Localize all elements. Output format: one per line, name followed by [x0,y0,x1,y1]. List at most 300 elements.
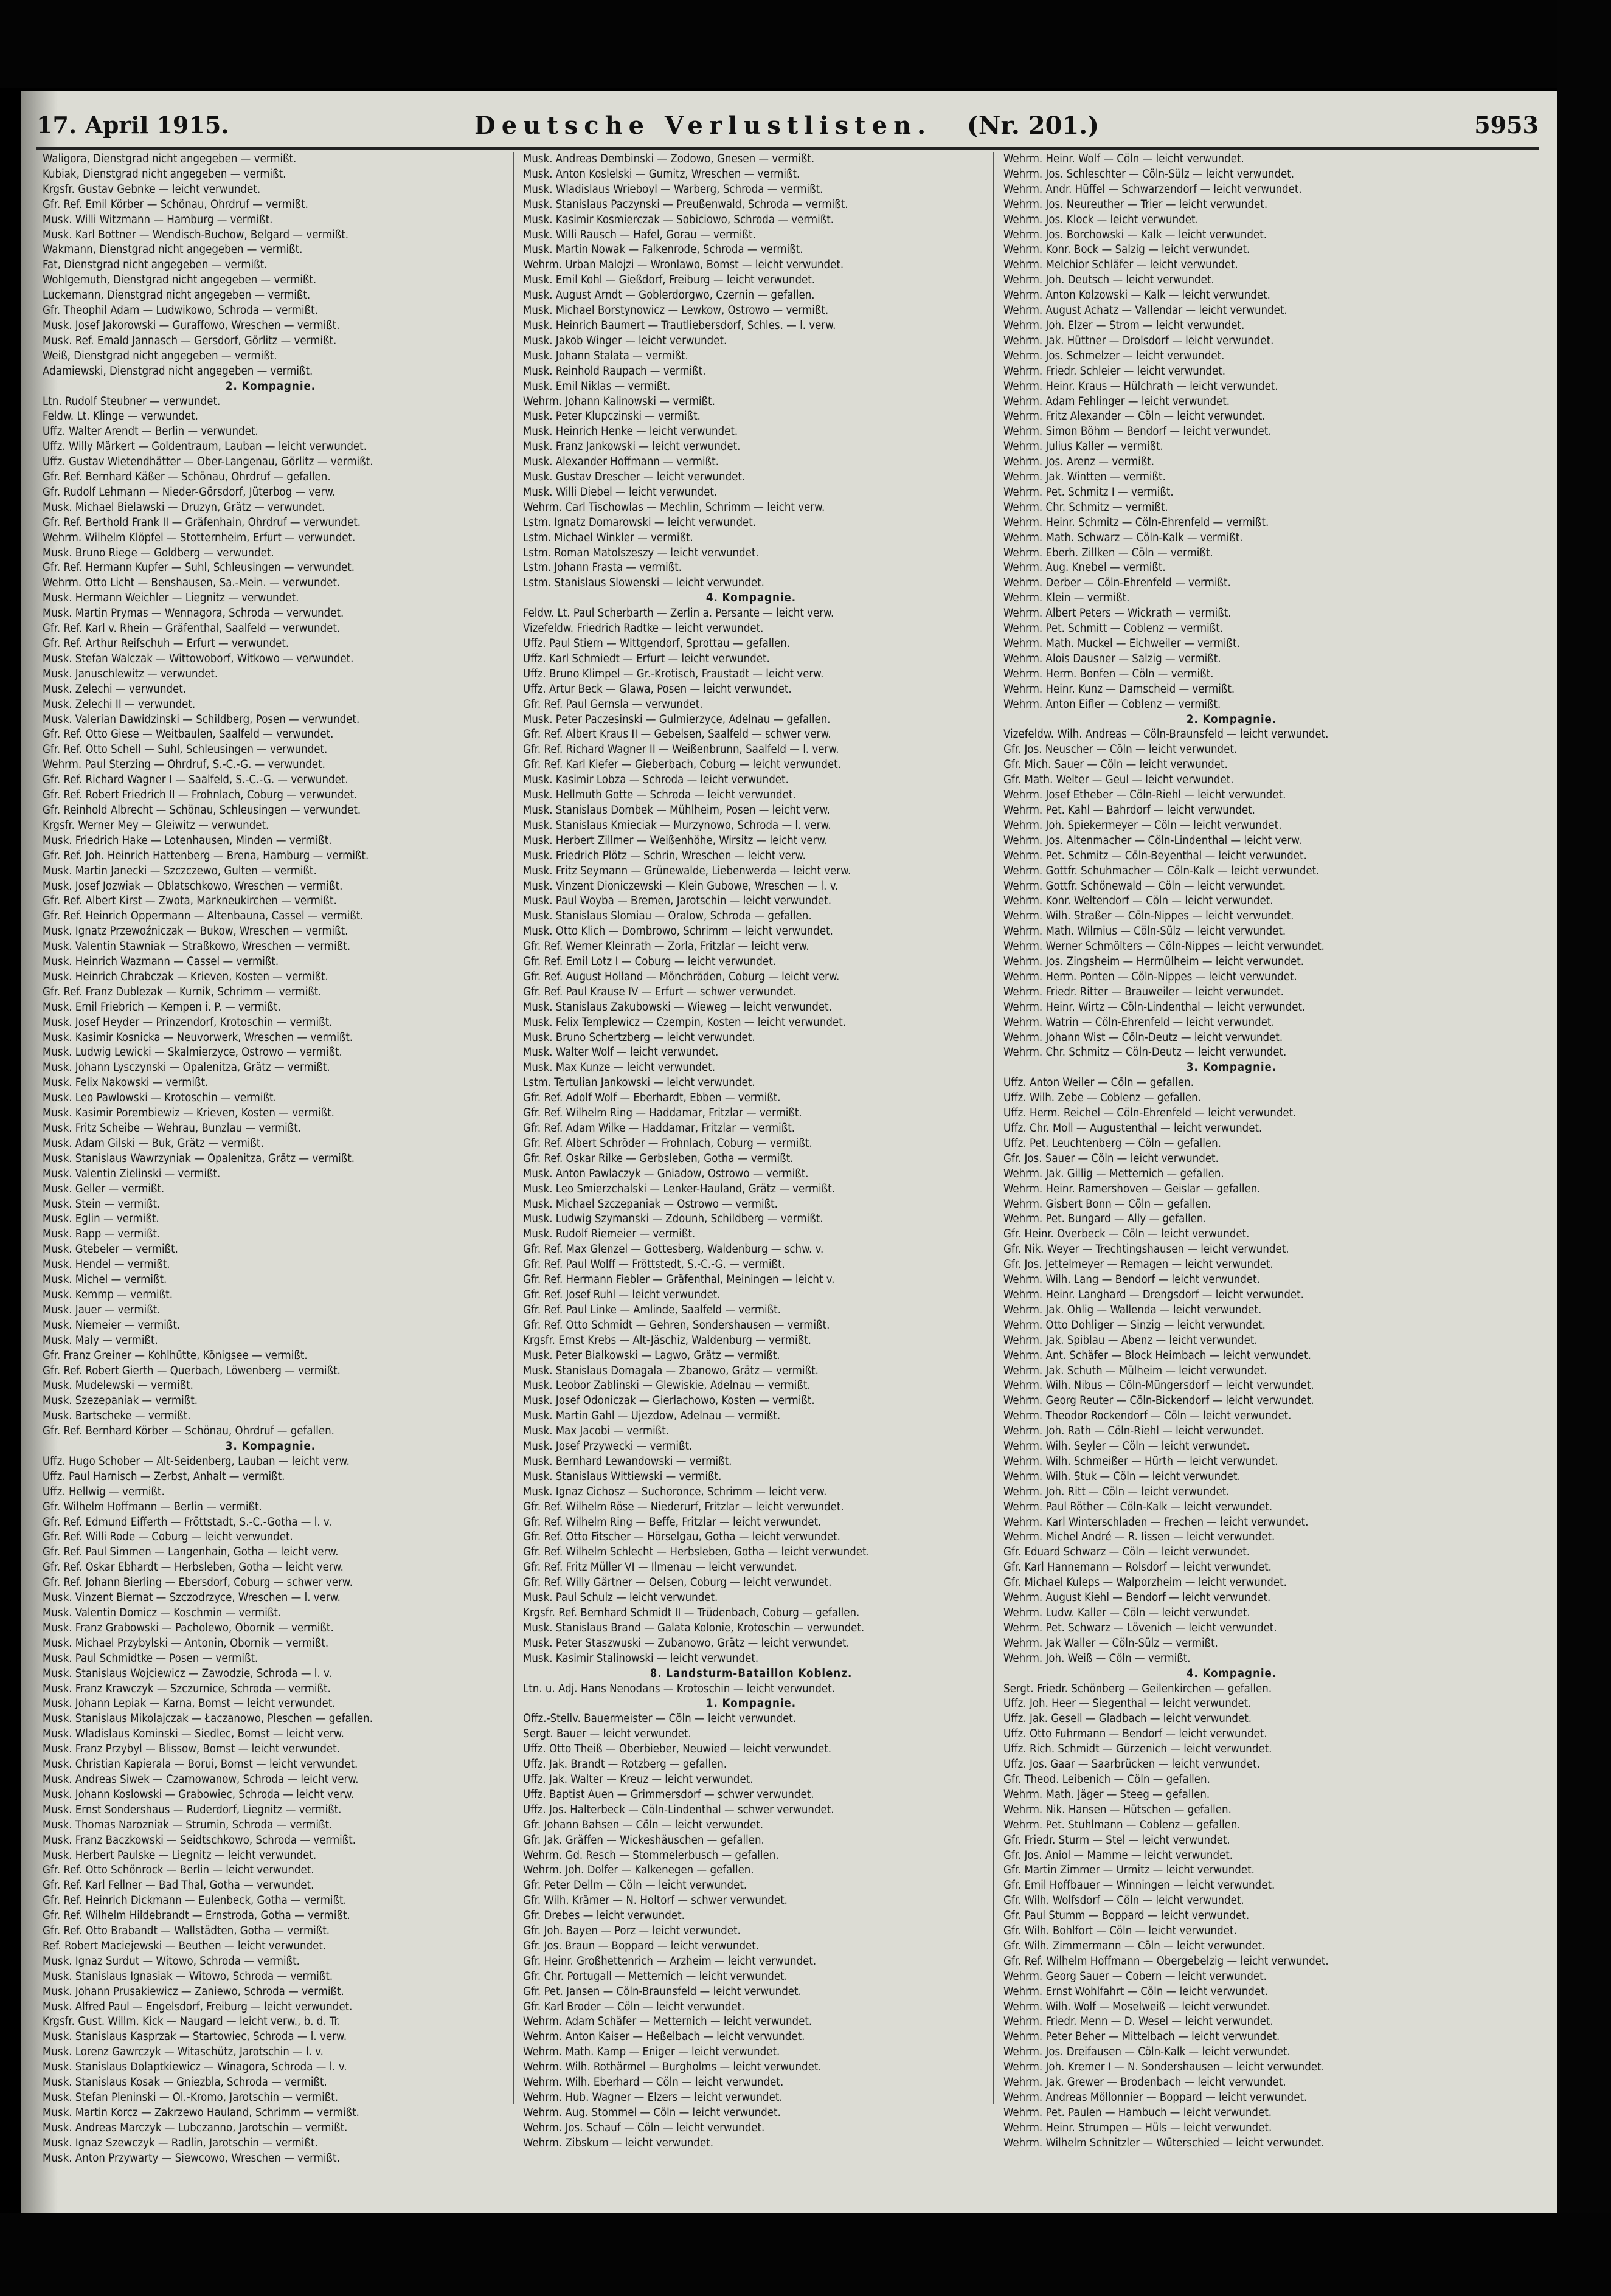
casualty-entry: Uffz. Otto Theiß — Oberbieber, Neuwied — leicht verwundet. [523,1743,832,1756]
casualty-entry: Musk. Stanislaus Wojciewicz — Zawodzie, Schroda — l. v. [43,1667,332,1680]
casualty-entry: Uffz. Anton Weiler — Cöln — gefallen. [1003,1076,1194,1090]
casualty-entry: Musk. Valentin Zielinski — vermißt. [43,1167,221,1180]
casualty-entry: Wehrm. Heinr. Schmitz — Cöln-Ehrenfeld — vermißt. [1003,516,1269,529]
casualty-entry: Waligora, Dienstgrad nicht angegeben — vermißt. [43,153,297,165]
casualty-entry: Gfr. Pet. Jansen — Cöln-Braunsfeld — leicht verwundet. [523,1985,802,1998]
casualty-entry: Musk. Bruno Schertzberg — leicht verwundet. [523,1031,755,1044]
casualty-entry: Gfr. Chr. Portugall — Metternich — leicht verwundet. [523,1969,788,1983]
casualty-entry: Wehrm. Julius Kaller — vermißt. [1003,440,1163,454]
casualty-entry: Lstm. Ignatz Domarowski — leicht verwundet. [523,516,757,529]
casualty-entry: Gfr. Wilh. Bohlfort — Cöln — leicht verwundet. [1003,1924,1237,1938]
casualty-entry: Wehrm. Jos. Zingsheim — Herrnülheim — leicht verwundet. [1003,955,1304,969]
casualty-entry: Gfr. Emil Hoffbauer — Winningen — leicht verwundet. [1003,1879,1275,1892]
casualty-entry: Gfr. Karl Broder — Cöln — leicht verwundet. [523,2000,745,2013]
casualty-entry: Wehrm. Jak. Gillig — Metternich — gefallen. [1003,1167,1224,1180]
casualty-entry: Wehrm. Math. Jäger — Steeg — gefallen. [1003,1788,1210,1801]
casualty-entry: Musk. Kemmp — vermißt. [43,1288,173,1301]
casualty-entry: Musk. Felix Nakowski — vermißt. [43,1076,209,1090]
casualty-entry: Uffz. Bruno Klimpel — Gr.-Krotisch, Fraustadt — leicht verw. [523,667,824,680]
casualty-entry: Musk. Michael Borstynowicz — Lewkow, Ostrowo — vermißt. [523,304,829,317]
casualty-entry: Wehrm. Joh. Deutsch — leicht verwundet. [1003,274,1214,287]
casualty-entry: Gfr. Ref. Richard Wagner I — Saalfeld, S.-C.-G. — verwundet. [43,773,348,787]
casualty-entry: Wehrm. Anton Kaiser — Heßelbach — leicht verwundet. [523,2030,805,2044]
casualty-entry: Gfr. Ref. Karl Kiefer — Gieberbach, Coburg — leicht verwundet. [523,758,841,772]
casualty-entry: Musk. Christian Kapierala — Borui, Bomst — leicht verwundet. [43,1758,358,1771]
casualty-entry: Wehrm. Joh. Elzer — Strom — leicht verwundet. [1003,319,1245,332]
casualty-entry: Wehrm. Andr. Hüffel — Schwarzendorf — leicht verwundet. [1003,182,1302,196]
casualty-entry: Gfr. Paul Stumm — Boppard — leicht verwundet. [1003,1909,1250,1923]
casualty-entry: Musk. Eglin — vermißt. [43,1212,159,1226]
casualty-entry: Wehrm. Herm. Ponten — Cöln-Nippes — leicht verwundet. [1003,970,1297,983]
casualty-entry: Uffz. Jos. Gaar — Saarbrücken — leicht verwundet. [1003,1758,1260,1771]
casualty-entry: Musk. Ignaz Surdut — Witowo, Schroda — vermißt. [43,1954,300,1968]
casualty-entry: Musk. Herbert Paulske — Liegnitz — leicht verwundet. [43,1848,317,1862]
casualty-entry: Musk. Bartscheke — vermißt. [43,1409,191,1423]
casualty-entry: Musk. Paul Schmidtke — Posen — vermißt. [43,1651,258,1665]
film-border-bottom [0,2213,1611,2296]
casualty-entry: Musk. Franz Przybyl — Blissow, Bomst — leicht verwundet. [43,1743,340,1756]
casualty-entry: Musk. Jakob Winger — leicht verwundet. [523,334,727,347]
casualty-entry: Wehrm. Ernst Wohlfahrt — Cöln — leicht verwundet. [1003,1985,1268,1998]
casualty-entry: Musk. Leo Smierzchalski — Lenker-Hauland, Grätz — vermißt. [523,1182,835,1195]
section-heading: 8. Landsturm-Bataillon Koblenz. [650,1667,853,1680]
casualty-entry: Gfr. Ref. Bernhard Käßer — Schönau, Ohrdruf — gefallen. [43,471,331,484]
casualty-entry: Gfr. Ref. Max Glenzel — Gottesberg, Waldenburg — schw. v. [523,1243,824,1256]
casualty-entry: Wehrm. Heinr. Ramershoven — Geislar — gefallen. [1003,1182,1261,1195]
casualty-entry: Gfr. Friedr. Sturm — Stel — leicht verwundet. [1003,1833,1230,1847]
casualty-entry: Uffz. Jak. Walter — Kreuz — leicht verwundet. [523,1772,754,1786]
casualty-entry: Ref. Robert Maciejewski — Beuthen — leicht verwundet. [43,1939,327,1952]
casualty-entry: Gfr. Ref. Adolf Wolf — Eberhardt, Ebben — vermißt. [523,1091,781,1105]
casualty-entry: Uffz. Willy Märkert — Goldentraum, Lauban — leicht verwundet. [43,440,367,454]
casualty-entry: Wehrm. Gisbert Bonn — Cöln — gefallen. [1003,1197,1211,1211]
casualty-entry: Gfr. Ref. Hermann Kupfer — Suhl, Schleusingen — verwundet. [43,561,355,575]
page-header [36,106,1539,143]
casualty-entry: Musk. Martin Prymas — Wennagora, Schroda — verwundet. [43,607,344,620]
casualty-entry: Musk. Peter Klupczinski — vermißt. [523,410,701,423]
casualty-entry: Musk. Heinrich Henke — leicht verwundet. [523,425,738,438]
casualty-entry: Wehrm. Anton Eifler — Coblenz — vermißt. [1003,697,1221,711]
casualty-entry: Musk. Rudolf Riemeier — vermißt. [523,1228,696,1241]
casualty-entry: Musk. Zelechi — verwundet. [43,682,187,696]
casualty-entry: Gfr. Jos. Jettelmeyer — Remagen — leicht verwundet. [1003,1258,1273,1271]
casualty-entry: Uffz. Walter Arendt — Berlin — verwundet. [43,425,258,438]
casualty-entry: Gfr. Peter Dellm — Cöln — leicht verwundet. [523,1879,747,1892]
casualty-entry: Musk. Paul Woyba — Bremen, Jarotschin — leicht verwundet. [523,894,831,908]
casualty-entry: Wehrm. Heinr. Strumpen — Hüls — leicht verwundet. [1003,2121,1272,2134]
casualty-entry: Musk. Stanislaus Kosak — Gniezbla, Schroda — vermißt. [43,2076,327,2089]
casualty-entry: Vizefeldw. Wilh. Andreas — Cöln-Braunsfeld — leicht verwundet. [1003,728,1329,741]
casualty-entry: Gfr. Ref. Johann Bierling — Ebersdorf, Coburg — schwer verw. [43,1576,353,1589]
casualty-entry: Wehrm. Heinr. Wirtz — Cöln-Lindenthal — leicht verwundet. [1003,1000,1306,1014]
casualty-entry: Lstm. Johann Frasta — vermißt. [523,561,682,575]
casualty-entry: Wehrm. Joh. Kremer I — N. Sondershausen — leicht verwundet. [1003,2061,1325,2074]
casualty-entry: Musk. Hermann Weichler — Liegnitz — verwundet. [43,592,299,605]
casualty-entry: Gfr. Mich. Sauer — Cöln — leicht verwundet. [1003,758,1228,772]
casualty-entry: Musk. Peter Staszwuski — Zubanowo, Grätz — leicht verwundet. [523,1636,850,1650]
casualty-entry: Gfr. Ref. Otto Schmidt — Gehren, Sondershausen — vermißt. [523,1318,830,1332]
casualty-entry: Gfr. Theophil Adam — Ludwikowo, Schroda — vermißt. [43,304,318,317]
casualty-entry: Offz.-Stellv. Bauermeister — Cöln — leicht verwundet. [523,1712,797,1726]
casualty-entry: Gfr. Ref. Paul Simmen — Langenhain, Gotha — leicht verw. [43,1546,339,1559]
casualty-entry: Gfr. Theod. Leibenich — Cöln — gefallen. [1003,1772,1210,1786]
casualty-entry: Wehrm. Heinr. Wolf — Cöln — leicht verwundet. [1003,153,1244,165]
casualty-entry: Wehrm. Joh. Dolfer — Kalkenegen — gefallen. [523,1864,754,1877]
casualty-entry: Gfr. Ref. Bernhard Körber — Schönau, Ohrdruf — gefallen. [43,1425,334,1438]
casualty-entry: Gfr. Ref. Richard Wagner II — Weißenbrunn, Saalfeld — l. verw. [523,743,839,756]
casualty-entry: Wehrm. Otto Licht — Benshausen, Sa.-Mein. — verwundet. [43,576,341,590]
casualty-entry: Musk. Martin Korcz — Zakrzewo Hauland, Schrimm — vermißt. [43,2106,359,2119]
casualty-entry: Musk. Heinrich Baumert — Trautliebersdorf, Schles. — l. verw. [523,319,836,332]
casualty-entry: Musk. Valentin Domicz — Koschmin — vermißt. [43,1606,282,1619]
casualty-entry: Wehrm. Math. Kamp — Eniger — leicht verwundet. [523,2045,780,2059]
casualty-entry: Krgsfr. Gustav Gebnke — leicht verwundet. [43,182,261,196]
casualty-entry: Musk. Peter Paczesinski — Gulmierzyce, Adelnau — gefallen. [523,713,831,726]
casualty-entry: Musk. Alfred Paul — Engelsdorf, Freiburg — leicht verwundet. [43,2000,353,2013]
casualty-entry: Musk. Vinzent Biernat — Szczodrzyce, Wreschen — l. verw. [43,1591,341,1605]
casualty-entry: Gfr. Heinr. Overbeck — Cöln — leicht verwundet. [1003,1228,1250,1241]
casualty-entry: Musk. Max Kunze — leicht verwundet. [523,1061,716,1074]
casualty-entry: Musk. Ignaz Cichosz — Suchoronce, Schrimm — leicht verw. [523,1485,827,1498]
casualty-entry: Wehrm. Joh. Rath — Cöln-Riehl — leicht verwundet. [1003,1425,1264,1438]
casualty-entry: Musk. Johann Prusakiewicz — Zaniewo, Schroda — vermißt. [43,1985,344,1998]
column-divider [513,152,514,2104]
casualty-entry: Lstm. Tertulian Jankowski — leicht verwundet. [523,1076,755,1090]
casualty-entry: Musk. Bernhard Lewandowski — vermißt. [523,1454,732,1468]
casualty-entry: Wehrm. Jak. Hüttner — Drolsdorf — leicht verwundet. [1003,334,1274,347]
casualty-entry: Wehrm. Pet. Schmitz — Cöln-Beyenthal — leicht verwundet. [1003,849,1307,862]
casualty-entry: Wehrm. Pet. Stuhlmann — Coblenz — gefallen. [1003,1818,1241,1831]
casualty-entry: Musk. Valerian Dawidzinski — Schildberg, Posen — verwundet. [43,713,360,726]
casualty-entry: Gfr. Wilhelm Hoffmann — Berlin — vermißt. [43,1500,262,1513]
casualty-entry: Gfr. Ref. Otto Schell — Suhl, Schleusingen — verwundet. [43,743,328,756]
casualty-entry: Lstm. Michael Winkler — vermißt. [523,531,693,544]
casualty-entry: Musk. Karl Bottner — Wendisch-Buchow, Belgard — vermißt. [43,228,349,241]
casualty-entry: Musk. Niemeier — vermißt. [43,1318,181,1332]
casualty-entry: Wehrm. Paul Röther — Cöln-Kalk — leicht verwundet. [1003,1500,1273,1513]
casualty-entry: Musk. Stanislaus Zakubowski — Wieweg — leicht verwundet. [523,1000,832,1014]
column-1 [43,152,499,2165]
casualty-entry: Wehrm. Wilh. Rothärmel — Burgholms — leicht verwundet. [523,2061,822,2074]
casualty-entry: Wehrm. Johann Wist — Cöln-Deutz — leicht verwundet. [1003,1031,1283,1044]
casualty-entry: Musk. Jauer — vermißt. [43,1303,161,1316]
section-heading: 3. Kompagnie. [1186,1061,1277,1074]
casualty-entry: Gfr. Ref. Emil Körber — Schönau, Ohrdruf — vermißt. [43,198,308,211]
casualty-entry: Wehrm. Zibskum — leicht verwundet. [523,2136,714,2149]
casualty-entry: Uffz. Joh. Heer — Siegenthal — leicht verwundet. [1003,1697,1252,1710]
casualty-entry: Gfr. Ref. Robert Friedrich II — Frohnlach, Coburg — verwundet. [43,789,358,802]
casualty-entry: Wehrm. Math. Wilmius — Cöln-Sülz — leicht verwundet. [1003,925,1286,938]
casualty-entry: Musk. Heinrich Wazmann — Cassel — vermißt. [43,955,279,969]
section-heading: 3. Kompagnie. [225,1440,316,1453]
casualty-entry: Sergt. Friedr. Schönberg — Geilenkirchen — gefallen. [1003,1682,1272,1695]
casualty-entry: Wehrm. Wilh. Stuk — Cöln — leicht verwundet. [1003,1470,1241,1483]
casualty-entry: Wehrm. Joh. Weiß — Cöln — vermißt. [1003,1651,1191,1665]
casualty-entry: Wehrm. Nik. Hansen — Hütschen — gefallen. [1003,1803,1232,1816]
casualty-entry: Musk. Emil Niklas — vermißt. [523,379,671,393]
casualty-entry: Wehrm. Wilh. Nibus — Cöln-Müngersdorf — leicht verwundet. [1003,1379,1314,1392]
casualty-entry: Wehrm. Paul Sterzing — Ohrdruf, S.-C.-G. — verwundet. [43,758,325,772]
casualty-entry: Uffz. Otto Fuhrmann — Bendorf — leicht verwundet. [1003,1727,1267,1741]
casualty-entry: Adamiewski, Dienstgrad nicht angegeben — vermißt. [43,364,313,378]
casualty-entry: Musk. Paul Schulz — leicht verwundet. [523,1591,718,1605]
casualty-entry: Wehrm. Michel André — R. Iissen — leicht verwundet. [1003,1530,1275,1544]
casualty-entry: Gfr. Michael Kuleps — Walporzheim — leicht verwundet. [1003,1576,1287,1589]
casualty-entry: Wehrm. Andreas Möllonnier — Boppard — leicht verwundet. [1003,2091,1308,2104]
casualty-entry: Musk. Stefan Walczak — Wittowoborf, Witkowo — verwundet. [43,652,354,665]
casualty-entry: Wehrm. Jak Waller — Cöln-Sülz — vermißt. [1003,1636,1218,1650]
casualty-entry: Gfr. Ref. Karl v. Rhein — Gräfenthal, Saalfeld — verwundet. [43,622,341,635]
casualty-entry: Wehrm. Jak. Schuth — Mülheim — leicht verwundet. [1003,1364,1267,1377]
casualty-entry: Wehrm. Fritz Alexander — Cöln — leicht verwundet. [1003,410,1266,423]
casualty-entry: Wehrm. Urban Malojzi — Wronlawo, Bomst — leicht verwundet. [523,258,844,272]
casualty-entry: Musk. Johann Lysczynski — Opalenitza, Grätz — vermißt. [43,1061,330,1074]
casualty-entry: Wehrm. Theodor Rockendorf — Cöln — leicht verwundet. [1003,1409,1292,1423]
column-3 [1003,152,1460,2149]
casualty-entry: Musk. Anton Przywarty — Siewcowo, Wreschen — vermißt. [43,2151,340,2165]
casualty-entry: Wehrm. Jak. Grewer — Brodenbach — leicht verwundet. [1003,2076,1286,2089]
casualty-entry: Musk. Stanislaus Dolaptkiewicz — Winagora, Schroda — l. v. [43,2061,347,2074]
casualty-entry: Uffz. Jak. Gesell — Gladbach — leicht verwundet. [1003,1712,1252,1726]
casualty-entry: Gfr. Ref. Wilhelm Ring — Beffe, Fritzlar — leicht verwundet. [523,1515,822,1529]
casualty-entry: Gfr. Nik. Weyer — Trechtingshausen — leicht verwundet. [1003,1243,1289,1256]
casualty-entry: Musk. Ignatz Przewoźniczak — Bukow, Wreschen — vermißt. [43,925,348,938]
casualty-entry: Musk. Zelechi II — verwundet. [43,697,196,711]
casualty-entry: Gfr. Eduard Schwarz — Cöln — leicht verwundet. [1003,1546,1250,1559]
casualty-entry: Uffz. Jos. Halterbeck — Cöln-Lindenthal — schwer verwundet. [523,1803,834,1816]
film-border-top [0,0,1611,88]
casualty-entry: Ltn. Rudolf Steubner — verwundet. [43,395,221,408]
header-date: 17. April 1915. [36,111,229,139]
casualty-entry: Musk. Stanislaus Wittiewski — vermißt. [523,1470,722,1483]
casualty-entry: Wehrm. Jos. Klock — leicht verwundet. [1003,213,1199,226]
casualty-entry: Wehrm. Melchior Schläfer — leicht verwundet. [1003,258,1238,272]
casualty-entry: Gfr. Ref. Wilhelm Röse — Niederurf, Fritzlar — leicht verwundet. [523,1500,844,1513]
casualty-entry: Vizefeldw. Friedrich Radtke — leicht verwundet. [523,622,764,635]
casualty-entry: Uffz. Artur Beck — Glawa, Posen — leicht verwundet. [523,682,792,696]
casualty-entry: Wehrm. Wilhelm Klöpfel — Stotternheim, Erfurt — verwundet. [43,531,356,544]
casualty-entry: Musk. Fritz Scheibe — Wehrau, Bunzlau — vermißt. [43,1122,302,1135]
casualty-entry: Uffz. Paul Stiern — Wittgendorf, Sprottau — gefallen. [523,637,791,650]
casualty-entry: Wehrm. Ant. Schäfer — Block Heimbach — leicht verwundet. [1003,1349,1311,1362]
film-border-right [1557,0,1611,2296]
casualty-entry: Wehrm. Jos. Borchowski — Kalk — leicht verwundet. [1003,228,1267,241]
casualty-entry: Gfr. Ref. Albert Kirst — Zwota, Markneukirchen — vermißt. [43,894,337,908]
casualty-entry: Wehrm. Adam Fehlinger — leicht verwundet. [1003,395,1230,408]
casualty-entry: Uffz. Rich. Schmidt — Gürzenich — leicht verwundet. [1003,1743,1272,1756]
casualty-entry: Gfr. Ref. Paul Wolff — Fröttstedt, S.-C.-G. — vermißt. [523,1258,785,1271]
casualty-entry: Musk. Vinzent Dioniczewski — Klein Gubowe, Wreschen — l. v. [523,879,839,893]
casualty-entry: Gfr. Ref. Edmund Eifferth — Fröttstadt, S.-C.-Gotha — l. v. [43,1515,332,1529]
casualty-entry: Musk. Stanislaus Mikolajczak — Łaczanowo, Pleschen — gefallen. [43,1712,373,1726]
casualty-entry: Wehrm. Pet. Bungard — Ally — gefallen. [1003,1212,1207,1226]
casualty-entry: Wehrm. Wilh. Eberhard — Cöln — leicht verwundet. [523,2076,784,2089]
casualty-entry: Gfr. Jak. Gräffen — Wickeshäuschen — gefallen. [523,1833,764,1847]
casualty-entry: Gfr. Ref. Wilhelm Ring — Haddamar, Fritzlar — vermißt. [523,1107,802,1120]
casualty-entry: Wehrm. Eberh. Zillken — Cöln — vermißt. [1003,546,1213,559]
casualty-entry: Uffz. Baptist Auen — Grimmersdorf — schwer verwundet. [523,1788,814,1801]
casualty-entry: Musk. Hendel — vermißt. [43,1258,170,1271]
casualty-entry: Musk. Martin Nowak — Falkenrode, Schroda — vermißt. [523,243,803,257]
casualty-entry: Wehrm. Otto Dohliger — Sinzig — leicht verwundet. [1003,1318,1266,1332]
casualty-entry: Musk. Willi Diebel — leicht verwundet. [523,485,718,499]
casualty-entry: Wehrm. Heinr. Langhard — Drengsdorf — leicht verwundet. [1003,1288,1304,1301]
casualty-entry: Wehrm. Joh. Spiekermeyer — Cöln — leicht verwundet. [1003,818,1282,832]
casualty-entry: Musk. Peter Bialkowski — Lagwo, Grätz — vermißt. [523,1349,780,1362]
casualty-entry: Wehrm. Wilhelm Schnitzler — Wüterschied — leicht verwundet. [1003,2136,1325,2149]
casualty-entry: Musk. Wladislaus Kominski — Siedlec, Bomst — leicht verw. [43,1727,344,1741]
casualty-entry: Musk. Kasimir Kosmierczak — Sobiciowo, Schroda — vermißt. [523,213,834,226]
casualty-entry: Musk. Franz Jankowski — leicht verwundet. [523,440,741,454]
casualty-entry: Gfr. Ref. Albert Kraus II — Gebelsen, Saalfeld — schwer verw. [523,728,831,741]
casualty-entry: Musk. Otto Klich — Dombrowo, Schrimm — leicht verwundet. [523,925,833,938]
casualty-entry: Uffz. Hugo Schober — Alt-Seidenberg, Lauban — leicht verw. [43,1454,350,1468]
casualty-entry: Gfr. Reinhold Albrecht — Schönau, Schleusingen — verwundet. [43,803,361,817]
casualty-entry: Wehrm. Herm. Bonfen — Cöln — vermißt. [1003,667,1214,680]
header-title: Deutsche Verlustlisten. [474,111,932,140]
casualty-entry: Uffz. Pet. Leuchtenberg — Cöln — gefallen. [1003,1136,1221,1150]
casualty-entry: Musk. Kasimir Kosnicka — Neuvorwerk, Wreschen — vermißt. [43,1031,353,1044]
casualty-entry: Wehrm. Albert Peters — Wickrath — vermißt. [1003,607,1232,620]
casualty-entry: Wehrm. Wilh. Lang — Bendorf — leicht verwundet. [1003,1273,1260,1287]
casualty-entry: Musk. Martin Janecki — Szczczewo, Gulten — vermißt. [43,864,317,877]
casualty-entry: Wehrm. Adam Schäfer — Metternich — leicht verwundet. [523,2015,812,2028]
casualty-entry: Musk. Anton Pawlaczyk — Gniadow, Ostrowo — vermißt. [523,1167,809,1180]
casualty-entry: Wehrm. Math. Muckel — Eichweiler — vermißt. [1003,637,1240,650]
casualty-entry: Uffz. Chr. Moll — Augustenthal — leicht verwundet. [1003,1122,1263,1135]
casualty-entry: Wehrm. Chr. Schmitz — Cöln-Deutz — leicht verwundet. [1003,1046,1287,1059]
casualty-entry: Musk. Franz Baczkowski — Seidtschkowo, Schroda — vermißt. [43,1833,356,1847]
casualty-entry: Musk. Willi Rausch — Hafel, Gorau — vermißt. [523,228,756,241]
casualty-entry: Musk. Stanislaus Kmieciak — Murzynowo, Schroda — l. verw. [523,818,831,832]
casualty-entry: Gfr. Ref. Willy Gärtner — Oelsen, Coburg — leicht verwundet. [523,1576,832,1589]
section-heading: 2. Kompagnie. [225,379,316,393]
column-divider [993,152,994,2104]
casualty-entry: Musk. Johann Stalata — vermißt. [523,349,688,362]
casualty-entry: Wehrm. Aug. Knebel — vermißt. [1003,561,1166,575]
casualty-entry: Wohlgemuth, Dienstgrad nicht angegeben — vermißt. [43,274,317,287]
casualty-entry: Gfr. Johann Bahsen — Cöln — leicht verwundet. [523,1818,763,1831]
casualty-entry: Musk. Fritz Seymann — Grünewalde, Liebenwerda — leicht verw. [523,864,851,877]
casualty-entry: Musk. Josef Jozwiak — Oblatschkowo, Wreschen — vermißt. [43,879,343,893]
casualty-entry: Gfr. Wilh. Zimmermann — Cöln — leicht verwundet. [1003,1939,1266,1952]
casualty-entry: Gfr. Ref. Wilhelm Schlecht — Herbsleben, Gotha — leicht verwundet. [523,1546,870,1559]
casualty-entry: Gfr. Ref. Otto Fitscher — Hörselgau, Gotha — leicht verwundet. [523,1530,840,1544]
casualty-entry: Gfr. Ref. Paul Krause IV — Erfurt — schwer verwundet. [523,985,797,998]
casualty-entry: Wehrm. Derber — Cöln-Ehrenfeld — vermißt. [1003,576,1231,590]
casualty-entry: Musk. Andreas Siwek — Czarnowanow, Schroda — leicht verw. [43,1772,359,1786]
casualty-entry: Wehrm. Jos. Schleschter — Cöln-Sülz — leicht verwundet. [1003,167,1295,181]
casualty-entry: Wehrm. Jos. Arenz — vermißt. [1003,455,1155,469]
casualty-entry: Musk. Ernst Sondershaus — Ruderdorf, Liegnitz — vermißt. [43,1803,342,1816]
casualty-entry: Ltn. u. Adj. Hans Nenodans — Krotoschin — leicht verwundet. [523,1682,835,1695]
casualty-entry: Musk. Stein — vermißt. [43,1197,161,1211]
casualty-entry: Wehrm. Friedr. Menn — D. Wesel — leicht verwundet. [1003,2015,1273,2028]
casualty-entry: Musk. Kasimir Porembiewiz — Krieven, Kosten — vermißt. [43,1107,334,1120]
casualty-entry: Wehrm. Joh. Ritt — Cöln — leicht verwundet. [1003,1485,1230,1498]
casualty-entry: Musk. Stanislaus Dombek — Mühlheim, Posen — leicht verw. [523,803,830,817]
casualty-entry: Wehrm. Heinr. Kraus — Hülchrath — leicht verwundet. [1003,379,1278,393]
casualty-entry: Gfr. Jos. Aniol — Mamme — leicht verwundet. [1003,1848,1233,1862]
casualty-entry: Musk. Emil Friebrich — Kempen i. P. — vermißt. [43,1000,281,1014]
casualty-entry: Uffz. Gustav Wietendhätter — Ober-Langenau, Görlitz — vermißt. [43,455,373,469]
casualty-entry: Wehrm. Jos. Schmelzer — leicht verwundet. [1003,349,1225,362]
casualty-entry: Wehrm. August Achatz — Vallendar — leicht verwundet. [1003,304,1287,317]
casualty-entry: Musk. Stanislaus Slomiau — Oralow, Schroda — gefallen. [523,910,812,923]
casualty-entry: Musk. Januschlewitz — verwundet. [43,667,218,680]
casualty-entry: Musk. Maly — vermißt. [43,1333,158,1347]
casualty-entry: Musk. Ludwig Szymanski — Zdounh, Schildberg — vermißt. [523,1212,823,1226]
casualty-entry: Musk. Kasimir Lobza — Schroda — leicht verwundet. [523,773,789,787]
casualty-entry: Lstm. Roman Matolszeszy — leicht verwundet. [523,546,759,559]
casualty-entry: Wehrm. Pet. Schmitz I — vermißt. [1003,485,1174,499]
casualty-entry: Gfr. Martin Zimmer — Urmitz — leicht verwundet. [1003,1864,1255,1877]
casualty-entry: Musk. Geller — vermißt. [43,1182,165,1195]
casualty-entry: Wehrm. Jos. Neureuther — Trier — leicht verwundet. [1003,198,1268,211]
casualty-entry: Wehrm. Jos. Schauf — Cöln — leicht verwundet. [523,2121,765,2134]
casualty-entry: Musk. Josef Jakorowski — Guraffowo, Wreschen — vermißt. [43,319,340,332]
casualty-entry: Musk. Ludwig Lewicki — Skalmierzyce, Ostrowo — vermißt. [43,1046,342,1059]
casualty-entry: Gfr. Ref. Joh. Heinrich Hattenberg — Brena, Hamburg — vermißt. [43,849,369,862]
column-2 [523,152,979,2149]
casualty-entry: Wehrm. Georg Sauer — Cobern — leicht verwundet. [1003,1969,1267,1983]
casualty-entry: Gfr. Drebes — leicht verwundet. [523,1909,685,1923]
casualty-entry: Musk. Stanislaus Domagala — Zbanowo, Grätz — vermißt. [523,1364,819,1377]
casualty-entry: Gfr. Ref. Oskar Rilke — Gerbsleben, Gotha — vermißt. [523,1152,794,1165]
casualty-entry: Wehrm. Wilh. Seyler — Cöln — leicht verwundet. [1003,1440,1250,1453]
casualty-entry: Luckemann, Dienstgrad nicht angegeben — vermißt. [43,289,311,302]
header-rule [36,147,1539,150]
casualty-entry: Musk. Josef Heyder — Prinzendorf, Krotoschin — vermißt. [43,1015,333,1029]
casualty-entry: Musk. Walter Wolf — leicht verwundet. [523,1046,719,1059]
casualty-entry: Lstm. Stanislaus Slowenski — leicht verwundet. [523,576,764,590]
casualty-entry: Gfr. Ref. Franz Dublezak — Kurnik, Schrimm — vermißt. [43,985,322,998]
casualty-entry: Musk. Johann Lepiak — Karna, Bomst — leicht verwundet. [43,1697,336,1710]
casualty-entry: Musk. Stanislaus Wawrzyniak — Opalenitza, Grätz — vermißt. [43,1152,355,1165]
casualty-entry: Gfr. Franz Greiner — Kohlhütte, Königsee — vermißt. [43,1349,308,1362]
casualty-entry: Musk. Gtebeler — vermißt. [43,1243,178,1256]
casualty-entry: Musk. Wladislaus Wrieboyl — Warberg, Schroda — vermißt. [523,182,823,196]
casualty-entry: Sergt. Bauer — leicht verwundet. [523,1727,691,1741]
casualty-entry: Musk. Stanislaus Ignasiak — Witowo, Schroda — vermißt. [43,1969,333,1983]
casualty-entry: Musk. Franz Grabowski — Pacholewo, Obornik — vermißt. [43,1621,334,1634]
casualty-entry: Wehrm. Simon Böhm — Bendorf — leicht verwundet. [1003,425,1272,438]
casualty-entry: Musk. Szezepaniak — vermißt. [43,1394,198,1408]
casualty-entry: Wehrm. Jak. Wintten — vermißt. [1003,471,1166,484]
casualty-entry: Wehrm. Anton Kolzowski — Kalk — leicht verwundet. [1003,289,1270,302]
casualty-entry: Gfr. Ref. Willi Rode — Coburg — leicht verwundet. [43,1530,293,1544]
casualty-entry: Uffz. Paul Harnisch — Zerbst, Anhalt — vermißt. [43,1470,285,1483]
casualty-entry: Wehrm. Josef Etheber — Cöln-Riehl — leicht verwundet. [1003,789,1286,802]
section-heading: 1. Kompagnie. [705,1697,797,1710]
casualty-entry: Wehrm. Gottfr. Schönewald — Cöln — leicht verwundet. [1003,879,1286,893]
casualty-entry: Fat, Dienstgrad nicht angegeben — vermißt. [43,258,268,272]
casualty-entry: Musk. Andreas Dembinski — Zodowo, Gnesen — vermißt. [523,153,815,165]
casualty-entry: Gfr. Ref. Fritz Müller VI — Ilmenau — leicht verwundet. [523,1561,797,1574]
casualty-entry: Feldw. Lt. Klinge — verwundet. [43,410,198,423]
casualty-entry: Wehrm. Watrin — Cöln-Ehrenfeld — leicht verwundet. [1003,1015,1275,1029]
casualty-entry: Musk. Herbert Zillmer — Weißenhöhe, Wirsitz — leicht verw. [523,834,828,847]
casualty-entry: Wehrm. Friedr. Ritter — Brauweiler — leicht verwundet. [1003,985,1284,998]
casualty-entry: Kubiak, Dienstgrad nicht angegeben — vermißt. [43,167,286,181]
casualty-entry: Wehrm. Pet. Schwarz — Lövenich — leicht verwundet. [1003,1621,1277,1634]
casualty-entry: Gfr. Karl Hannemann — Rolsdorf — leicht verwundet. [1003,1561,1272,1574]
casualty-entry: Gfr. Ref. August Holland — Mönchröden, Coburg — leicht verw. [523,970,840,983]
casualty-entry: Musk. Michael Przybylski — Antonin, Obornik — vermißt. [43,1636,329,1650]
casualty-entry: Wehrm. Heinr. Kunz — Damscheid — vermißt. [1003,682,1235,696]
header-page-number: 5953 [1474,111,1539,139]
casualty-entry: Uffz. Karl Schmiedt — Erfurt — leicht verwundet. [523,652,770,665]
